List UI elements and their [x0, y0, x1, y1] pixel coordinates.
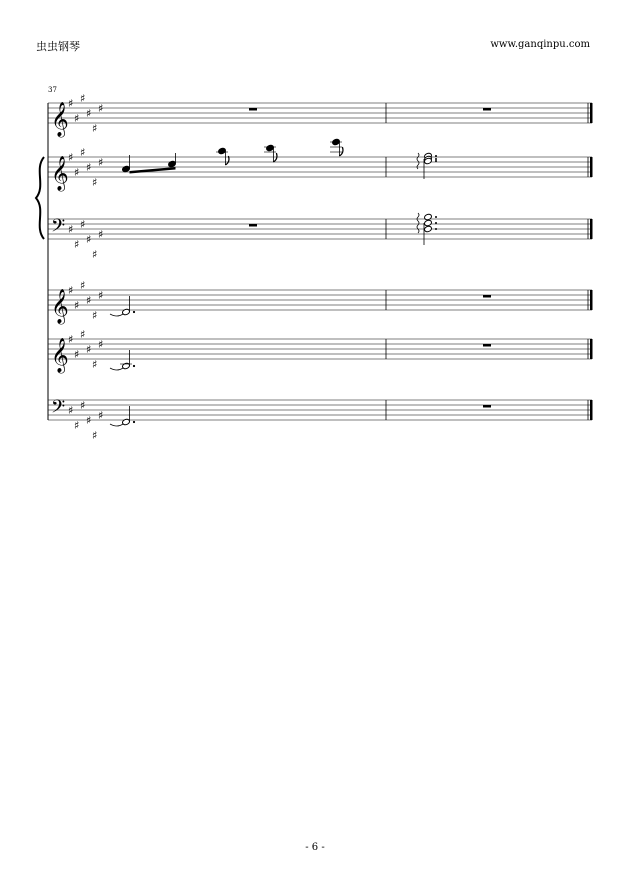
sharp-icon: ♯: [74, 299, 80, 312]
sharp-icon: ♯: [80, 328, 86, 341]
sharp-icon: ♯: [80, 279, 86, 292]
sharp-icon: ♯: [86, 233, 92, 246]
site-name: 虫虫钢琴: [36, 40, 80, 53]
sharp-icon: ♯: [92, 309, 98, 322]
tie-mark: [110, 424, 123, 426]
sharp-icon: ♯: [74, 166, 80, 179]
note-flag: [339, 147, 343, 156]
whole-rest: [249, 108, 257, 111]
final-barline-thick: [590, 339, 593, 359]
sharp-icon: ♯: [98, 289, 104, 302]
site-url[interactable]: www.ganqinpu.com: [490, 39, 590, 50]
bass-clef-icon: 𝄢: [51, 397, 66, 422]
eighth-note: [218, 147, 227, 154]
tie-mark: [110, 314, 123, 316]
sharp-icon: ♯: [68, 333, 74, 346]
sharp-icon: ♯: [98, 338, 104, 351]
final-barline-thick: [590, 400, 593, 420]
sharp-icon: ♯: [80, 218, 86, 231]
sharp-icon: ♯: [68, 97, 74, 110]
treble-clef-icon: 𝄞: [51, 102, 69, 137]
whole-rest: [249, 224, 257, 227]
sharp-icon: ♯: [86, 343, 92, 356]
dot: [435, 155, 437, 157]
eighth-note: [168, 160, 177, 167]
sharp-icon: ♯: [74, 348, 80, 361]
sharp-icon: ♯: [74, 112, 80, 125]
sharp-icon: ♯: [86, 414, 92, 427]
whole-rest: [483, 108, 491, 111]
chord-note: [424, 225, 433, 232]
whole-rest: [483, 295, 491, 298]
sharp-icon: ♯: [68, 151, 74, 164]
sharp-icon: ♯: [92, 358, 98, 371]
measure-number: 37: [48, 86, 57, 94]
dot: [435, 158, 437, 160]
dot: [435, 222, 437, 224]
note-flag: [225, 156, 229, 165]
final-barline-thick: [590, 290, 593, 310]
sharp-icon: ♯: [92, 176, 98, 189]
sharp-icon: ♯: [74, 238, 80, 251]
dot: [133, 365, 135, 367]
bass-clef-icon: 𝄢: [51, 216, 66, 241]
dot: [435, 160, 437, 162]
final-barline-thick: [590, 103, 593, 123]
treble-clef-icon: 𝄞: [51, 289, 69, 324]
sharp-icon: ♯: [86, 161, 92, 174]
arpeggio-mark: [417, 213, 419, 233]
sharp-icon: ♯: [80, 92, 86, 105]
sharp-icon: ♯: [92, 429, 98, 442]
sharp-icon: ♯: [80, 146, 86, 159]
whole-rest: [483, 405, 491, 408]
dot: [435, 216, 437, 218]
dot: [133, 421, 135, 423]
sharp-icon: ♯: [68, 284, 74, 297]
arpeggio-mark: [417, 153, 419, 169]
sharp-icon: ♯: [98, 228, 104, 241]
final-barline-thick: [590, 157, 593, 177]
sharp-icon: ♯: [98, 156, 104, 169]
sharp-icon: ♯: [68, 223, 74, 236]
final-barline-thick: [590, 219, 593, 239]
treble-clef-icon: 𝄞: [51, 156, 69, 191]
page-number: - 6 -: [305, 842, 325, 853]
sharp-icon: ♯: [68, 404, 74, 417]
sharp-icon: ♯: [80, 399, 86, 412]
dotted-half-note: [122, 308, 131, 315]
treble-clef-icon: 𝄞: [51, 338, 69, 373]
sharp-icon: ♯: [92, 248, 98, 261]
sharp-icon: ♯: [86, 107, 92, 120]
sharp-icon: ♯: [92, 122, 98, 135]
sharp-icon: ♯: [86, 294, 92, 307]
dotted-half-note: [122, 362, 131, 369]
eighth-note: [266, 144, 275, 151]
eighth-note: [122, 165, 131, 172]
sharp-icon: ♯: [98, 102, 104, 115]
piano-brace: [36, 157, 44, 239]
whole-rest: [483, 344, 491, 347]
sharp-icon: ♯: [98, 409, 104, 422]
chord-note: [424, 213, 433, 220]
dotted-half-note: [122, 418, 131, 425]
note-flag: [273, 153, 277, 162]
tie-mark: [110, 368, 123, 370]
dot: [133, 311, 135, 313]
sharp-icon: ♯: [74, 419, 80, 432]
chord-note: [424, 219, 433, 226]
eighth-beam: [130, 167, 176, 174]
dot: [435, 228, 437, 230]
